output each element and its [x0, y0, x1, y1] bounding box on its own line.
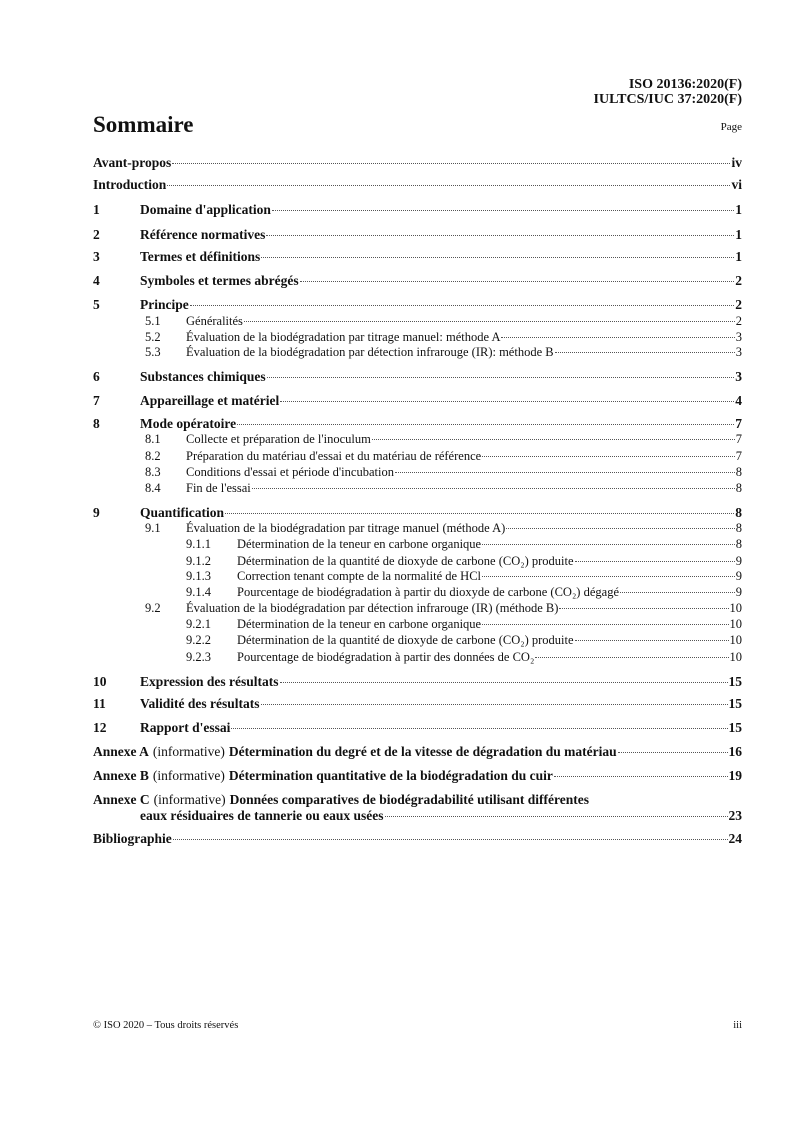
toc-entry[interactable]: [93, 481, 742, 496]
page-title: Sommaire: [93, 112, 194, 137]
section-title[interactable]: Appareillage et matériel: [140, 393, 280, 408]
toc-entry[interactable]: [93, 465, 742, 480]
dot-leader: [620, 592, 735, 593]
page-ref: 9: [735, 554, 742, 568]
section-number: 5.1: [145, 314, 161, 328]
page-ref: 8: [735, 465, 742, 479]
toc-entry[interactable]: [93, 585, 742, 600]
section-number: 8.2: [145, 449, 161, 463]
page-ref: 1: [735, 202, 742, 217]
section-number: 7: [93, 393, 100, 408]
section-number: 11: [93, 696, 106, 711]
toc-entry[interactable]: [93, 155, 742, 171]
toc-entry[interactable]: [93, 202, 742, 218]
dot-leader: [244, 321, 735, 322]
section-number: 6: [93, 369, 100, 384]
toc-entry[interactable]: [93, 273, 742, 289]
section-title[interactable]: Avant-propos: [93, 155, 172, 170]
section-title[interactable]: Substances chimiques: [140, 369, 266, 384]
section-number: 9.1.2: [186, 554, 211, 568]
annex-title[interactable]: Détermination du degré et de la vitesse de dégradation du matériau: [228, 744, 617, 759]
iultcs-number: IULTCS/IUC 37:2020(F): [593, 92, 742, 107]
toc-entry[interactable]: [93, 177, 742, 193]
annex-kind: (informative): [153, 792, 226, 807]
section-title[interactable]: Pourcentage de biodégradation à partir des données de CO₂: [237, 650, 535, 664]
toc-entry[interactable]: [93, 601, 742, 616]
page-ref: 19: [728, 768, 742, 783]
toc-entry[interactable]: [93, 314, 742, 329]
dot-leader: [272, 210, 734, 211]
page-ref: 7: [735, 449, 742, 463]
page-ref: 9: [735, 569, 742, 583]
dot-leader: [555, 352, 735, 353]
dot-leader: [280, 401, 734, 402]
dot-leader: [173, 839, 728, 840]
section-title[interactable]: Expression des résultats: [140, 674, 279, 689]
toc-entry[interactable]: [93, 393, 742, 409]
section-title[interactable]: Introduction: [93, 177, 167, 192]
dot-leader: [559, 608, 728, 609]
page-column-label: Page: [720, 121, 742, 133]
dot-leader: [372, 439, 735, 440]
toc-entry[interactable]: [93, 249, 742, 265]
toc-entry[interactable]: [93, 537, 742, 552]
section-title[interactable]: Symboles et termes abrégés: [140, 273, 299, 288]
document-id-header: [594, 77, 742, 107]
page-ref: 8: [735, 521, 742, 535]
section-title[interactable]: Domaine d'application: [140, 202, 271, 217]
section-number: 9: [93, 505, 100, 520]
section-number: 9.2.2: [186, 633, 211, 647]
section-number: 3: [93, 249, 100, 264]
dot-leader: [266, 235, 734, 236]
section-title[interactable]: Termes et définitions: [140, 249, 261, 264]
dot-leader: [395, 472, 735, 473]
section-number: 9.2: [145, 601, 161, 615]
dot-leader: [237, 424, 734, 425]
section-number: 8.1: [145, 432, 161, 446]
dot-leader: [261, 257, 734, 258]
section-number: 8.3: [145, 465, 161, 479]
dot-leader: [482, 456, 735, 457]
section-number: 5.2: [145, 330, 161, 344]
section-number: 4: [93, 273, 100, 288]
section-title[interactable]: Mode opératoire: [140, 416, 237, 431]
toc-entry[interactable]: [93, 330, 742, 345]
section-number: 9.1.1: [186, 537, 211, 551]
dot-leader: [167, 185, 730, 186]
page-ref: 7: [735, 432, 742, 446]
bibliography-title[interactable]: Bibliographie: [93, 831, 172, 846]
section-title[interactable]: Évaluation de la biodégradation par détection infrarouge (IR): méthode B: [186, 345, 554, 359]
toc-entry[interactable]: [93, 650, 742, 665]
section-number: 9.1.4: [186, 585, 211, 599]
dot-leader: [252, 488, 735, 489]
page-ref: 10: [729, 633, 742, 647]
section-number: 12: [93, 720, 107, 735]
dot-leader: [482, 544, 735, 545]
page-ref: 8: [735, 505, 742, 520]
page-ref: 23: [728, 808, 742, 823]
page-ref: 9: [735, 585, 742, 599]
annex-label: Annexe B: [93, 768, 149, 783]
section-title[interactable]: Généralités: [186, 314, 243, 328]
page-ref: 2: [735, 273, 742, 288]
section-number: 1: [93, 202, 100, 217]
page-ref: 3: [735, 330, 742, 344]
section-title[interactable]: Pourcentage de biodégradation à partir du dioxyde de carbone (CO₂) dégagé: [237, 585, 619, 599]
annex-title-line2[interactable]: eaux résiduaires de tannerie ou eaux usées: [140, 808, 384, 823]
annex-kind: (informative): [152, 768, 225, 783]
section-number: 9.2.1: [186, 617, 211, 631]
section-number: 8: [93, 416, 100, 431]
dot-leader: [482, 576, 735, 577]
dot-leader: [261, 704, 728, 705]
section-title[interactable]: Collecte et préparation de l'inoculum: [186, 432, 371, 446]
section-title[interactable]: Détermination de la quantité de dioxyde de carbone (CO₂) produite: [237, 554, 574, 568]
toc-entry[interactable]: [93, 569, 742, 584]
page-ref: 3: [735, 369, 742, 384]
toc-entry[interactable]: [93, 449, 742, 464]
section-number: 9.1.3: [186, 569, 211, 583]
dot-leader: [225, 513, 734, 514]
section-title[interactable]: Détermination de la teneur en carbone organique: [237, 617, 482, 631]
page-ref: 10: [729, 650, 742, 664]
section-number: 8.4: [145, 481, 161, 495]
section-title[interactable]: Préparation du matériau d'essai et du matériau de référence: [186, 449, 482, 463]
section-title[interactable]: Évaluation de la biodégradation par titrage manuel: méthode A: [186, 330, 501, 344]
section-title[interactable]: Référence normatives: [140, 227, 266, 242]
page-ref: 1: [735, 249, 742, 264]
dot-leader: [501, 337, 734, 338]
section-number: 5.3: [145, 345, 161, 359]
toc-entry[interactable]: [93, 554, 742, 569]
annex-label: Annexe A: [93, 744, 149, 759]
toc-entry[interactable]: [93, 674, 742, 690]
toc-entry[interactable]: [93, 432, 742, 447]
section-number: 2: [93, 227, 100, 242]
section-number: 9.2.3: [186, 650, 211, 664]
section-number: 9.1: [145, 521, 161, 535]
dot-leader: [385, 816, 728, 817]
page-ref: 3: [735, 345, 742, 359]
toc-entry[interactable]: [93, 369, 742, 385]
section-title[interactable]: Évaluation de la biodégradation par détection infrarouge (IR) (méthode B): [186, 601, 559, 615]
page-ref: 7: [735, 416, 742, 431]
annex-entry[interactable]: [93, 768, 742, 784]
section-title[interactable]: Rapport d'essai: [140, 720, 231, 735]
annex-label: Annexe C: [93, 792, 150, 807]
toc-entry[interactable]: [93, 696, 742, 712]
page-ref: 10: [729, 601, 742, 615]
page-ref: 1: [735, 227, 742, 242]
annex-title[interactable]: Données comparatives de biodégradabilité utilisant différentes: [229, 792, 589, 807]
section-title[interactable]: Détermination de la teneur en carbone organique: [237, 537, 482, 551]
section-number: 10: [93, 674, 107, 689]
page-number: iii: [733, 1020, 742, 1031]
section-title[interactable]: Correction tenant compte de la normalité de HCl: [237, 569, 482, 583]
section-title[interactable]: Détermination de la quantité de dioxyde de carbone (CO₂) produite: [237, 633, 574, 647]
page-ref: 2: [735, 314, 742, 328]
dot-leader: [506, 528, 734, 529]
page-ref: 2: [735, 297, 742, 312]
toc-entry[interactable]: [93, 521, 742, 536]
iso-number: ISO 20136:2020(F): [628, 77, 742, 92]
page-ref: 16: [728, 744, 742, 759]
dot-leader: [554, 776, 728, 777]
page-ref: 15: [728, 720, 742, 735]
toc-entry[interactable]: [93, 617, 742, 632]
annex-kind: (informative): [152, 744, 225, 759]
dot-leader: [190, 305, 735, 306]
section-title[interactable]: Évaluation de la biodégradation par titrage manuel (méthode A): [186, 521, 506, 535]
page-ref: 8: [735, 481, 742, 495]
copyright-footer: © ISO 2020 – Tous droits réservés: [93, 1020, 239, 1031]
toc-entry[interactable]: [93, 345, 742, 360]
annex-title[interactable]: Détermination quantitative de la biodégradation du cuir: [228, 768, 553, 783]
bibliography-entry[interactable]: [93, 831, 742, 847]
page-ref: 15: [728, 674, 742, 689]
toc-entry[interactable]: [93, 227, 742, 243]
section-title[interactable]: Fin de l'essai: [186, 481, 251, 495]
annex-entry-continuation[interactable]: [140, 808, 742, 824]
page-ref: iv: [731, 155, 742, 170]
annex-entry[interactable]: [93, 792, 742, 808]
page-ref: 10: [729, 617, 742, 631]
toc-entry[interactable]: [93, 297, 742, 313]
toc-entry[interactable]: [93, 633, 742, 648]
section-title[interactable]: Quantification: [140, 505, 225, 520]
dot-leader: [575, 640, 729, 641]
dot-leader: [575, 561, 735, 562]
dot-leader: [535, 657, 728, 658]
section-number: 5: [93, 297, 100, 312]
dot-leader: [231, 728, 727, 729]
dot-leader: [482, 624, 728, 625]
section-title[interactable]: Validité des résultats: [140, 696, 260, 711]
annex-entry[interactable]: [93, 744, 742, 760]
dot-leader: [280, 682, 728, 683]
page-ref: 4: [735, 393, 742, 408]
dot-leader: [267, 377, 735, 378]
section-title[interactable]: Conditions d'essai et période d'incubation: [186, 465, 394, 479]
page-ref: 15: [728, 696, 742, 711]
toc-entry[interactable]: [93, 720, 742, 736]
dot-leader: [172, 163, 730, 164]
toc-entry[interactable]: [93, 505, 742, 521]
dot-leader: [300, 281, 735, 282]
page-ref: 24: [728, 831, 742, 846]
page-ref: vi: [731, 177, 742, 192]
section-title[interactable]: Principe: [140, 297, 189, 312]
page-ref: 8: [735, 537, 742, 551]
dot-leader: [618, 752, 728, 753]
toc-entry[interactable]: [93, 416, 742, 432]
